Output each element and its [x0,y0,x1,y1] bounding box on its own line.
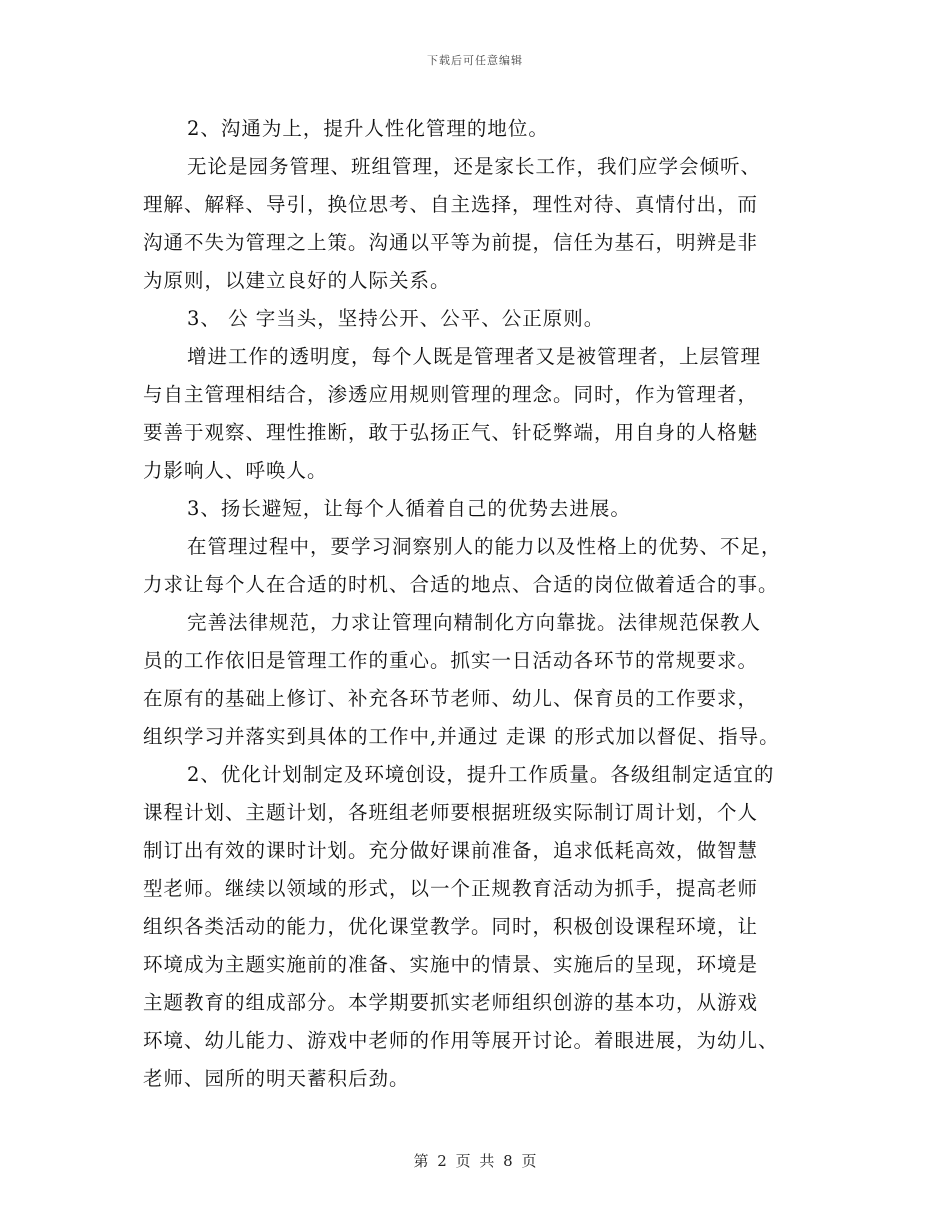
document-body [143,110,823,1098]
paragraph-line: 增进工作的透明度，每个人既是管理者又是被管理者，上层管理 [187,345,762,368]
paragraph-line: 环境、幼儿能力、游戏中老师的作用等展开讨论。着眼进展，为幼儿、 [143,1029,779,1052]
paragraph-line: 主题教育的组成部分。本学期要抓实老师组织创游的基本功，从游戏 [143,991,759,1014]
paragraph-line: 理解、解释、导引，换位思考、自主选择，理性对待、真情付出，而 [143,193,759,216]
paragraph-line: 在原有的基础上修订、补充各环节老师、幼儿、保育员的工作要求， [143,687,759,710]
paragraph-line: 沟通不失为管理之上策。沟通以平等为前提，信任为基石，明辨是非 [143,231,759,254]
paragraph-line: 在管理过程中，要学习洞察别人的能力以及性格上的优势、不足， [187,535,782,558]
paragraph-line: 员的工作依旧是管理工作的重心。抓实一日活动各环节的常规要求。 [143,649,759,672]
section-heading: 2、沟通为上，提升人性化管理的地位。 [187,117,549,140]
paragraph-line: 组织学习并落实到具体的工作中,并通过 走课 的形式加以督促、指导。 [143,725,780,748]
paragraph-line: 型老师。继续以领域的形式，以一个正规教育活动为抓手，提高老师 [143,877,759,900]
page-number: 第 2 页 共 8 页 [413,1152,537,1170]
paragraph-line: 环境成为主题实施前的准备、实施中的情景、实施后的呈现，环境是 [143,953,759,976]
paragraph-line: 完善法律规范，力求让管理向精制化方向靠拢。法律规范保教人 [187,611,762,634]
paragraph-line: 无论是园务管理、班组管理，还是家长工作，我们应学会倾听、 [187,155,762,178]
paragraph-line: 力求让每个人在合适的时机、合适的地点、合适的岗位做着适合的事。 [143,573,779,596]
paragraph-line: 制订出有效的课时计划。充分做好课前准备，追求低耗高效，做智慧 [143,839,759,862]
paragraph-line: 课程计划、主题计划，各班组老师要根据班级实际制订周计划，个人 [143,801,759,824]
section-heading: 2、优化计划制定及环境创设，提升工作质量。各级组制定适宜的 [187,763,775,786]
paragraph-line: 为原则，以建立良好的人际关系。 [143,269,451,292]
paragraph-line: 老师、园所的明天蓄积后劲。 [143,1067,410,1090]
paragraph-line: 力影响人、呼唤人。 [143,459,328,482]
paragraph-line: 组织各类活动的能力，优化课堂教学。同时，积极创设课程环境，让 [143,915,759,938]
section-heading: 3、扬长避短，让每个人循着自己的优势去进展。 [187,497,631,520]
paragraph-line: 与自主管理相结合，渗透应用规则管理的理念。同时，作为管理者， [143,383,759,406]
section-heading: 3、 公 字当头，坚持公开、公平、公正原则。 [187,307,605,330]
page-header: 下载后可任意编辑 [427,54,523,67]
paragraph-line: 要善于观察、理性推断，敢于弘扬正气、针砭弊端，用自身的人格魅 [143,421,759,444]
